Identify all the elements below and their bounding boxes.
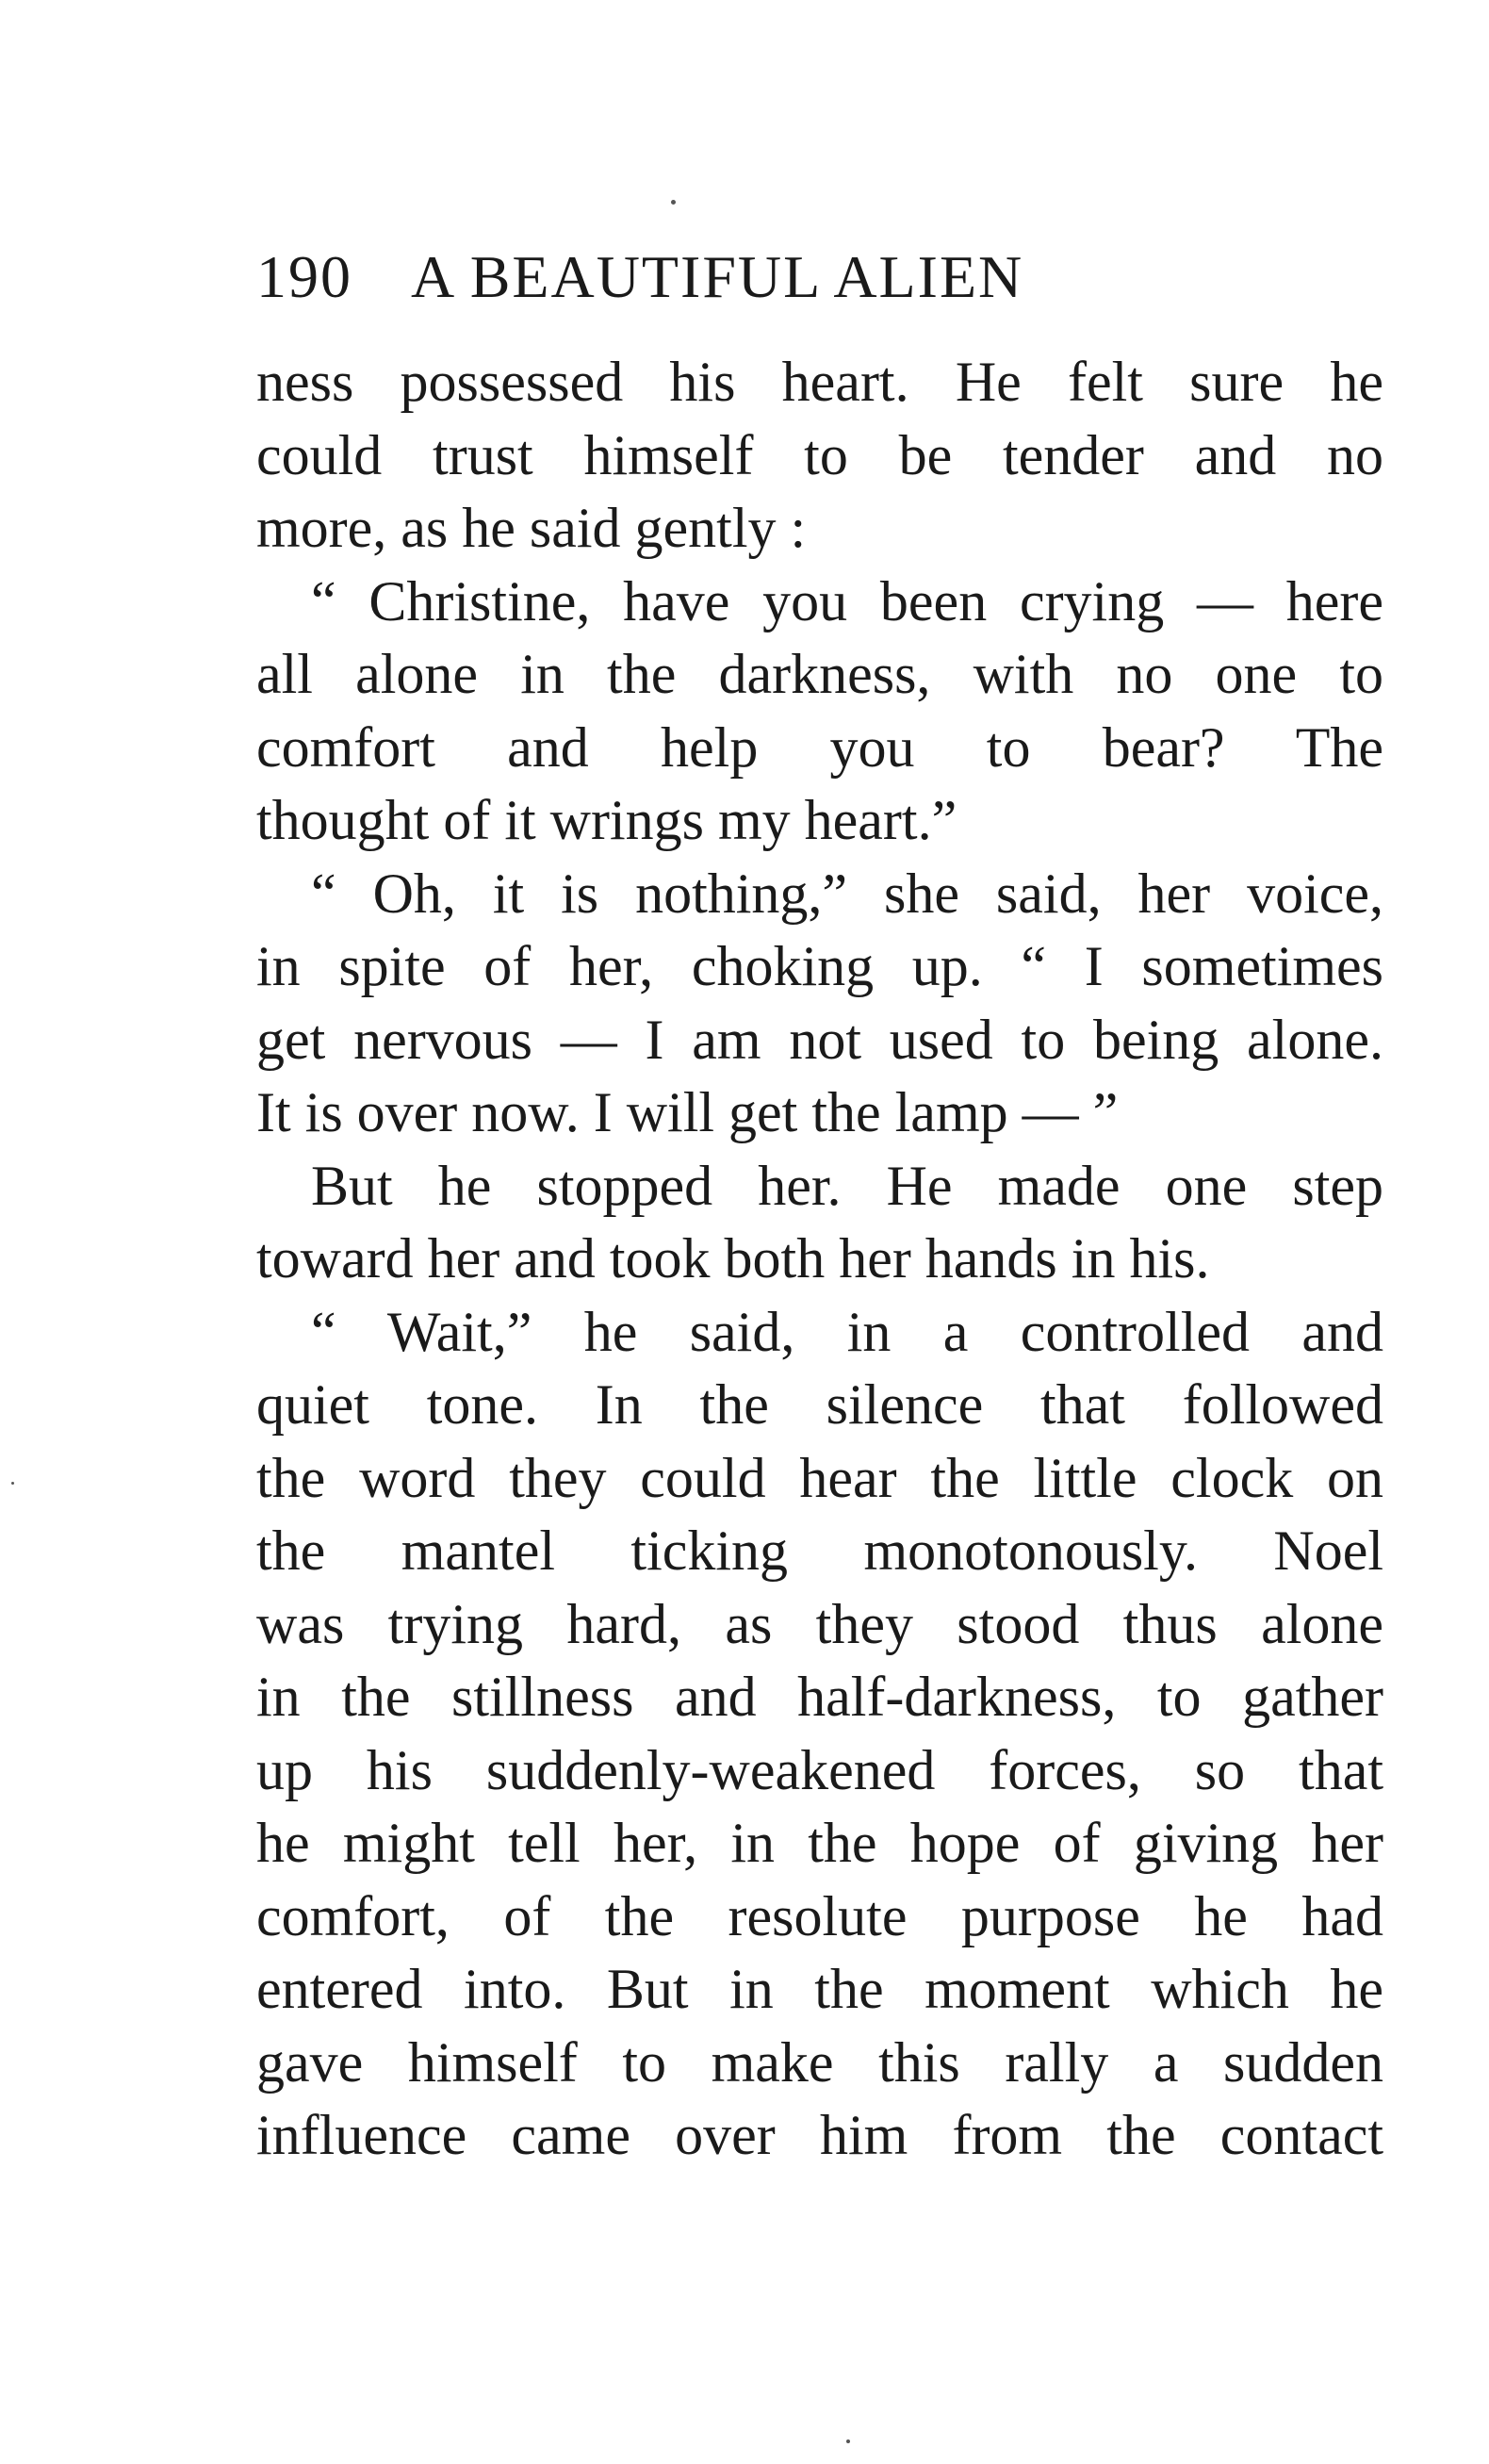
text-line: entered into. But in the moment which he (256, 1958, 1383, 2020)
text-line: influence came over him from the contact (256, 2104, 1383, 2166)
text-line: get nervous — I am not used to being alone. (256, 1008, 1383, 1071)
text-line: ness possessed his heart. He felt sure he (256, 351, 1383, 413)
text-line: gave himself to make this rally a sudden (256, 2030, 1383, 2094)
text-line: toward her and took both her hands in his. (256, 1227, 1210, 1289)
text-line: the word they could hear the little clock on (256, 1446, 1383, 1509)
page-number: 190 (256, 243, 352, 310)
text-line: could trust himself to be tender and no (256, 423, 1383, 486)
text-line: was trying hard, as they stood thus alone (256, 1592, 1383, 1655)
running-title: A BEAUTIFUL ALIEN (411, 243, 1024, 310)
scan-speck (11, 1482, 14, 1485)
text-line: up his suddenly-weakened forces, so that (256, 1738, 1383, 1801)
body-text (256, 346, 1383, 2173)
text-line: comfort and help you to bear? The (256, 715, 1383, 779)
text-line: all alone in the darkness, with no one to (256, 643, 1383, 705)
text-line: “ Wait,” he said, in a controlled and (311, 1300, 1383, 1363)
running-header (256, 239, 1387, 315)
text-line: It is over now. I will get the lamp — ” (256, 1081, 1119, 1143)
text-line: more, as he said gently : (256, 497, 807, 559)
text-line: in spite of her, choking up. “ I sometimes (256, 935, 1383, 997)
text-line: he might tell her, in the hope of giving her (256, 1812, 1383, 1874)
scan-speck (846, 2439, 850, 2443)
text-line: thought of it wrings my heart.” (256, 789, 957, 851)
text-line: “ Oh, it is nothing,” she said, her voice, (311, 862, 1383, 925)
text-line: the mantel ticking monotonously. Noel (256, 1519, 1383, 1582)
text-line: quiet tone. In the silence that followed (256, 1373, 1383, 1436)
text-line: comfort, of the resolute purpose he had (256, 1884, 1383, 1947)
text-line: “ Christine, have you been crying — here (311, 569, 1383, 632)
text-line: But he stopped her. He made one step (311, 1154, 1383, 1217)
scan-speck (671, 200, 676, 205)
text-line: in the stillness and half-darkness, to gather (256, 1666, 1383, 1728)
